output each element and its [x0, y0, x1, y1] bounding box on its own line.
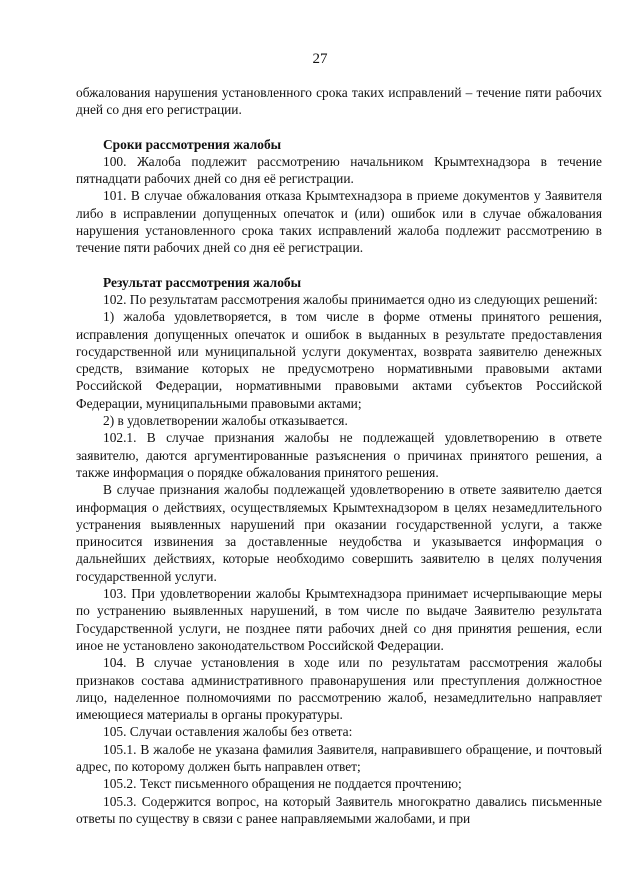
paragraph: 105. Случаи оставления жалобы без ответа: [103, 724, 353, 740]
paragraph: 103. При удовлетворении жалобы Крымтехнадзора принимает исчерпывающие меры по устранению выявленных нарушений, в том числе по выдаче Заявителю результата Государственной услуги, не позднее пяти рабочих дней со дня принятия решения, если иное не установлено законодательством Российской Федерации. [76, 586, 602, 653]
paragraph: 100. Жалоба подлежит рассмотрению начальником Крымтехнадзора в течение пятнадцати рабочих дней со дня её регистрации. [76, 153, 602, 187]
paragraph: обжалования нарушения установленного срока таких исправлений – течение пяти рабочих дней со дня его регистрации. [76, 85, 602, 118]
paragraph: 101. В случае обжалования отказа Крымтехнадзора в приеме документов у Заявителя либо в исправлении допущенных опечаток и (или) ошибок или в случае обжалования нарушения установленного срока таких исправлений жалоба подлежит рассмотрению в течение пяти рабочих дней со дня её регистрации. [76, 188, 602, 256]
paragraph: 2) в удовлетворении жалобы отказывается. [103, 413, 348, 429]
paragraph: 105.3. Содержится вопрос, на который Заявитель многократно давались письменные ответы по существу в связи с ранее направляемыми жалобами, и при [76, 793, 602, 826]
paragraph: 102.1. В случае признания жалобы не подлежащей удовлетворению в ответе заявителю, даются аргументированные разъяснения о причинах принятого решения, а также информация о порядке обжалования принятого решения. [76, 430, 602, 480]
document-body [76, 84, 602, 827]
section-heading: Результат рассмотрения жалобы [103, 274, 302, 290]
page-number: 27 [312, 51, 328, 67]
paragraph: 104. В случае установления в ходе или по результатам рассмотрения жалобы признаков состава административного правонарушения или преступления должностное лицо, наделенное полномочиями по рассмотрению жалоб, незамедлительно направляет имеющиеся материалы в органы прокуратуры. [76, 655, 602, 723]
paragraph: 1) жалоба удовлетворяется, в том числе в форме отмены принятого решения, исправления допущенных опечаток и ошибок в выданных в результате предоставления государственной или муниципальной услуги документах, возврата заявителю денежных средств, взимание которых не предусмотрено нормативными правовыми актами Российской Федерации, нормативными правовыми актами субъектов Российской Федерации, муниципальными правовыми актами; [76, 309, 602, 411]
paragraph: 105.1. В жалобе не указана фамилия Заявителя, направившего обращение, и почтовый адрес, по которому должен быть направлен ответ; [76, 741, 602, 774]
paragraph: 102. По результатам рассмотрения жалобы принимается одно из следующих решений: [103, 291, 598, 307]
paragraph: 105.2. Текст письменного обращения не поддается прочтению; [103, 776, 462, 792]
paragraph: В случае признания жалобы подлежащей удовлетворению в ответе заявителю дается информация о действиях, осуществляемых Крымтехнадзором в целях незамедлительного устранения выявленных нарушений при оказании государственной услуги, а также приносится извинения за доставленные неудобства и указывается информация о дальнейших действиях, которые необходимо совершить заявителю в целях получения государственной услуги. [76, 482, 602, 584]
section-heading: Сроки рассмотрения жалобы [103, 136, 282, 152]
